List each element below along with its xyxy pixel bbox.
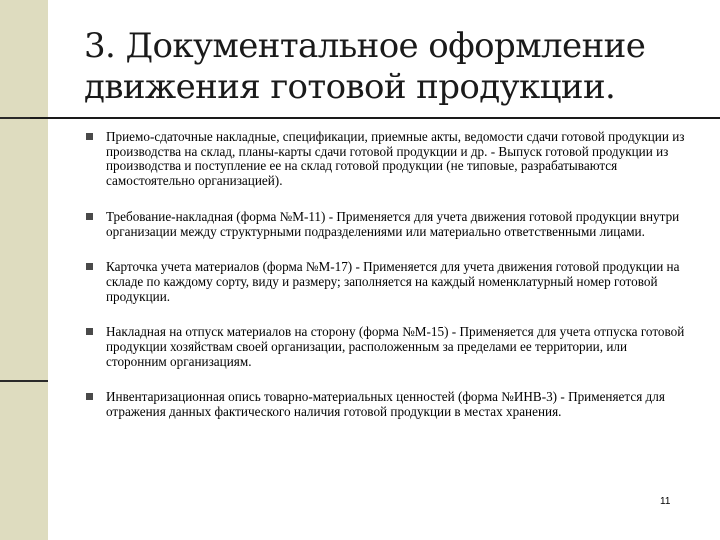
square-bullet-icon [86, 328, 93, 335]
square-bullet-icon [86, 393, 93, 400]
bullet-item-1 [86, 130, 686, 189]
bullet-text-1: Приемо-сдаточные накладные, спецификации, приемные акты, ведомости сдачи готовой продукции из производства на склад, планы-карты сдачи готовой продукции и др. - Выпуск готовой продукции из производства и поступление ее на склад готовой продукции (не типовые, разрабатываются самостоятельно организацией). [106, 129, 685, 189]
bullet-item-4 [86, 325, 686, 369]
square-bullet-icon [86, 263, 93, 270]
slide-title [84, 26, 704, 108]
title-underline [30, 117, 720, 119]
bullet-text-2: Требование-накладная (форма №М-11) - Применяется для учета движения готовой продукции внутри организации между структурными подразделениями или материально ответственными лицами. [106, 208, 680, 239]
square-bullet-icon [86, 213, 93, 220]
bullet-item-2 [86, 210, 686, 239]
bullet-item-3 [86, 260, 686, 304]
side-band [0, 0, 48, 540]
bullet-text-3: Карточка учета материалов (форма №М-17) - Применяется для учета движения готовой продукции на складе по каждому сорту, виду и размеру; заполняется на каждый номенклатурный номер готовой продукции. [106, 259, 680, 304]
bullet-list [86, 130, 686, 420]
slide-title-line-1: 3. Документальное оформление [84, 26, 646, 66]
bullet-text-4: Накладная на отпуск материалов на сторону (форма №М-15) - Применяется для учета отпуска готовой продукции хозяйствам своей организации, расположенным за пределами ее территории, или сторонним организациям. [106, 324, 685, 369]
page-number: 11 [660, 496, 671, 507]
side-band-divider-bottom [0, 380, 48, 382]
bullet-item-5 [86, 390, 686, 419]
slide-title-line-2: движения готовой продукции. [84, 67, 616, 107]
bullet-text-5: Инвентаризационная опись товарно-материальных ценностей (форма №ИНВ-3) - Применяется для отражения данных фактического наличия готовой продукции в местах хранения. [106, 389, 665, 420]
square-bullet-icon [86, 133, 93, 140]
